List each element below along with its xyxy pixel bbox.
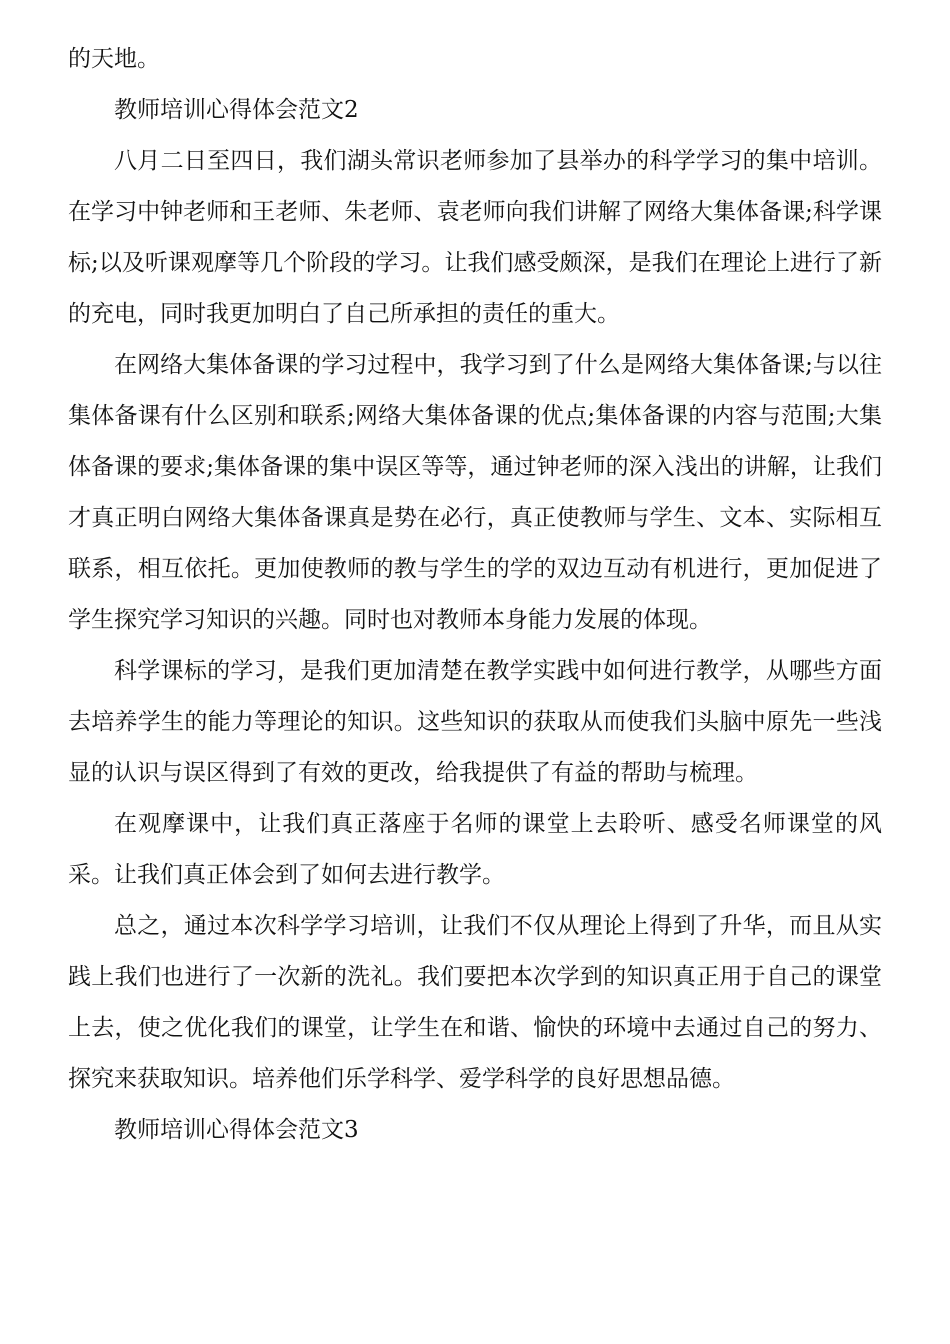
paragraph-4: 在观摩课中，让我们真正落座于名师的课堂上去聆听、感受名师课堂的风采。让我们真正体会到了如何去进行教学。 <box>68 811 882 888</box>
section-heading-2: 教师培训心得体会范文2 <box>114 97 359 123</box>
section-heading-3: 教师培训心得体会范文3 <box>114 1117 359 1143</box>
paragraph-2: 在网络大集体备课的学习过程中，我学习到了什么是网络大集体备课;与以往集体备课有什么区别和联系;网络大集体备课的优点;集体备课的内容与范围;大集体备课的要求;集体备课的集中误区等等，通过钟老师的深入浅出的讲解，让我们才真正明白网络大集体备课真是势在必行，真正使教师与学生、文本、实际相互联系，相互依托。更加使教师的教与学生的学的双边互动有机进行，更加促进了学生探究学习知识的兴趣。同时也对教师本身能力发展的体现。 <box>68 352 882 633</box>
paragraph-3: 科学课标的学习，是我们更加清楚在教学实践中如何进行教学，从哪些方面去培养学生的能力等理论的知识。这些知识的获取从而使我们头脑中原先一些浅显的认识与误区得到了有效的更改，给我提供了有益的帮助与梳理。 <box>68 658 882 786</box>
continuation-text: 的天地。 <box>68 46 160 72</box>
paragraph-1: 八月二日至四日，我们湖头常识老师参加了县举办的科学学习的集中培训。在学习中钟老师和王老师、朱老师、袁老师向我们讲解了网络大集体备课;科学课标;以及听课观摩等几个阶段的学习。让我们感受颇深，是我们在理论上进行了新的充电，同时我更加明白了自己所承担的责任的重大。 <box>68 148 882 327</box>
paragraph-5: 总之，通过本次科学学习培训，让我们不仅从理论上得到了升华，而且从实践上我们也进行了一次新的洗礼。我们要把本次学到的知识真正用于自己的课堂上去，使之优化我们的课堂，让学生在和谐、愉快的环境中去通过自己的努力、探究来获取知识。培养他们乐学科学、爱学科学的良好思想品德。 <box>68 913 882 1092</box>
